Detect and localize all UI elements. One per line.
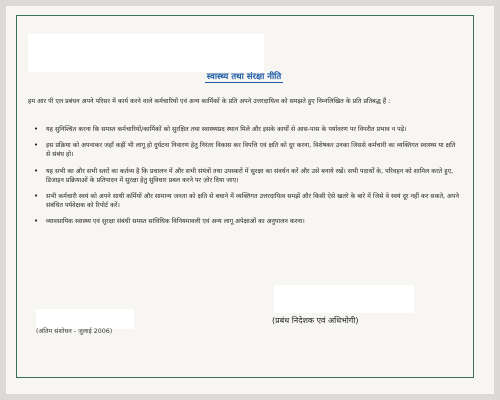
list-item: • यह सभी का और सभी स्तरों का कर्तव्य है कि प्रचालन में और सभी संयंत्रों तथा उपस्करों में सुरक्षा का संवर्धन करें और उसे बनाये रखें। सभी पदार्थों के, परिवहन को शामिल करते हुए, डिजाइन प्रक्रियाओं के प्रतिपादन में सुरक्षा हेतु सुविचार प्रबल करने पर ज़ोर दिया जाए। (34, 166, 454, 184)
policy-points (28, 125, 460, 234)
bullet-icon: • (34, 217, 39, 226)
redacted-signature-area (274, 285, 414, 313)
revision-note: (अंतिम संशोधन - जुलाई 2006) (36, 328, 113, 335)
list-item: • व्यावसायिक स्वास्थ्य एवं सुरक्षा संबंधी समस्त सांविधिक विनियमावली एवं अन्य लागू अपेक्षाओं का अनुपालन करना। (34, 217, 305, 226)
list-item: • सभी कर्मचारी स्वयं को अपने साथी कर्मियों और सामान्य जनता को क्षति से बचाने में व्यक्तिगत उत्तरदायित्व समझें और किसी ऐसे खतरे के बारे में जिसे वे स्वयं दूर नहीं कर सकते, अपने संबंधित पर्यवेक्षक को रिपोर्ट करें। (34, 192, 459, 210)
policy-title: स्वास्थ्य तथा संरक्षा नीति (206, 72, 282, 82)
redacted-logo-area (28, 34, 264, 72)
list-item: • इस प्रक्रिया को अपनाकर जहाँ कहीं भी लागू हो दुर्घटना निवारण हेतु निरंतर विकास कर विपत्ति एवं क्षति को दूर करना, विशेषकर उनका जिससे कर्मचारी का व्यक्तिगत स्वास्थ्य या क्षति से संबंध हो। (34, 141, 456, 159)
signatory-designation: (प्रबंध निदेशक एवं अधिभोगी) (272, 316, 359, 325)
bullet-icon: • (34, 125, 39, 133)
policy-intro: हम आर पी एल प्रबंधन अपने परिसर में कार्य करने वाले कर्मचारियों एवं अन्य कार्मिकों के प्रति अपने उत्तरदायित्व को समझते हुए निम्नलिखित के प्रति प्रतिबद्ध हैं : (28, 98, 391, 105)
bullet-icon: • (34, 141, 39, 150)
list-item: • यह सुनिश्चित करना कि समस्त कर्मचारियों/कार्मिकों को सुरक्षित तथा स्वास्थ्यप्रद स्थान मिले और इसके कार्यों से आस-पास के पर्यावरण पर विपरीत प्रभाव न पड़े। (34, 125, 407, 133)
bullet-icon: • (34, 166, 39, 175)
document-page (6, 6, 494, 394)
bullet-icon: • (34, 192, 39, 201)
